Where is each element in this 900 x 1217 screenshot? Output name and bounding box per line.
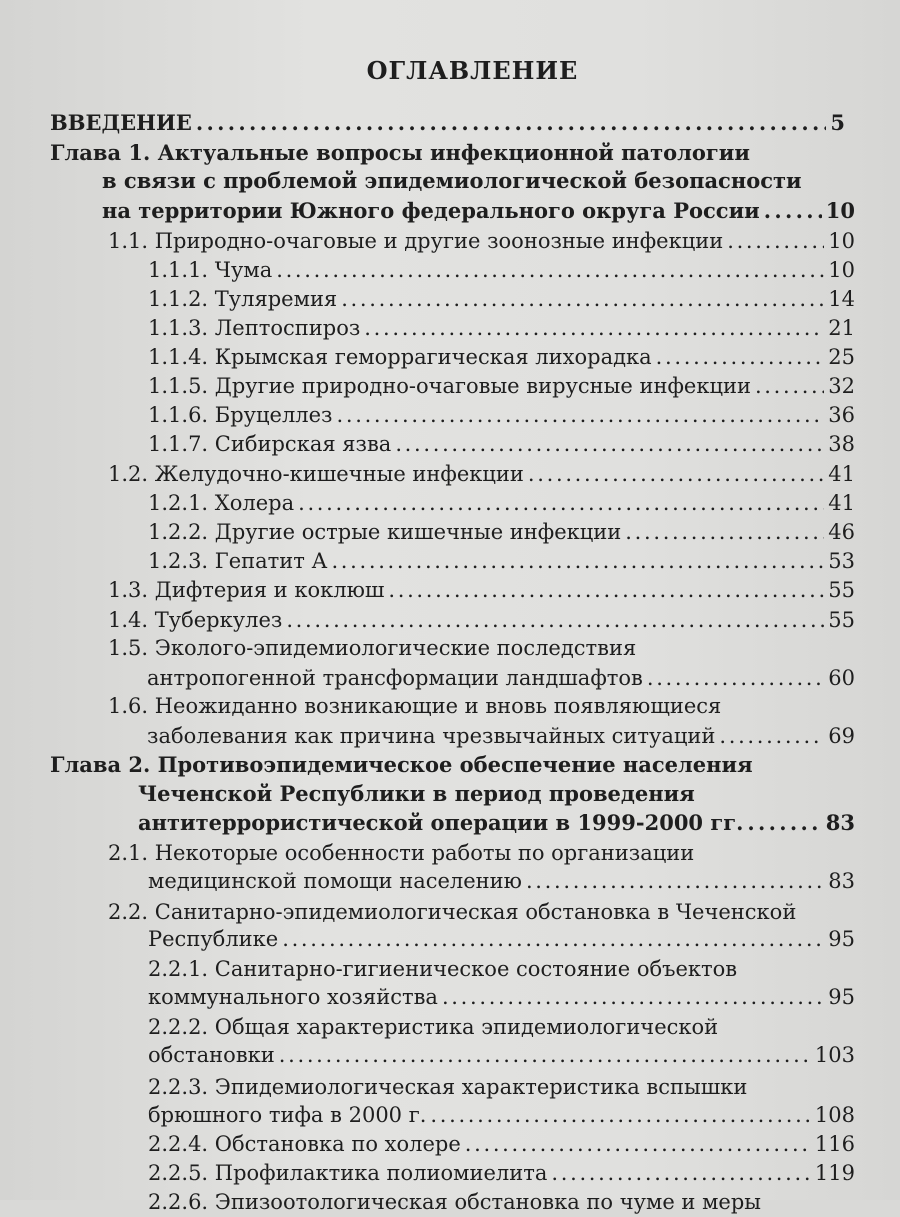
leader-dots (196, 108, 827, 138)
toc-entry-text: 1.5. Эколого-эпидемиологические последствия (108, 636, 637, 660)
page-title: ОГЛАВЛЕНИЕ (366, 56, 579, 85)
toc-entry-page: 116 (814, 1132, 855, 1156)
toc-entry-text: 1.2.3. Гепатит А (148, 549, 328, 573)
toc-entry-page: 83 (825, 810, 855, 835)
leader-dots (647, 663, 824, 693)
toc-entry-text: 1.1.1. Чума (148, 258, 273, 282)
toc-entry (148, 400, 855, 430)
toc-entry (50, 750, 753, 780)
leader-dots (764, 196, 822, 226)
toc-entry-text: 2.2.1. Санитарно-гигиеническое состояние объектов (148, 957, 738, 981)
toc-entry (50, 108, 845, 138)
toc-entry-text: Глава 2. Противоэпидемическое обеспечение населения (50, 752, 753, 777)
toc-entry-text: коммунального хозяйства (148, 985, 438, 1009)
toc-entry-page: 95 (828, 927, 855, 951)
leader-dots (551, 1158, 811, 1188)
leader-dots (298, 488, 824, 518)
leader-dots (430, 1100, 811, 1130)
leader-dots (526, 866, 824, 896)
toc-entry (147, 721, 855, 751)
toc-entry-text: 1.1.7. Сибирская язва (148, 432, 392, 456)
leader-dots (364, 313, 824, 343)
toc-entry (108, 575, 855, 605)
toc-entry-text: 2.2.5. Профилактика полиомиелита (148, 1161, 548, 1185)
toc-entry (148, 924, 855, 954)
toc-entry (138, 779, 695, 809)
toc-entry-page: 46 (828, 520, 855, 544)
toc-entry-text: 2.2.2. Общая характеристика эпидемиологической (148, 1015, 719, 1039)
leader-dots (719, 721, 824, 751)
toc-entry-page: 41 (828, 491, 855, 515)
toc-entry (148, 1129, 855, 1159)
toc-entry-text: 1.2.2. Другие острые кишечные инфекции (148, 520, 622, 544)
toc-entry-page: 108 (814, 1103, 855, 1127)
toc-entry-page: 21 (828, 316, 855, 340)
toc-entry-page: 69 (828, 724, 855, 748)
toc-entry-text: 2.2.4. Обстановка по холере (148, 1132, 461, 1156)
toc-entry-text: 1.4. Туберкулез (108, 608, 283, 632)
toc-entry-text: антропогенной трансформации ландшафтов (147, 666, 643, 690)
toc-entry (148, 1072, 747, 1102)
toc-entry (108, 605, 855, 635)
toc-entry (108, 226, 855, 256)
toc-entry-text: 1.1.4. Крымская геморрагическая лихорадка (148, 345, 652, 369)
leader-dots (331, 546, 824, 576)
toc-entry-text: 1.3. Дифтерия и коклюш (108, 578, 385, 602)
toc-entry (108, 691, 721, 721)
toc-entry (148, 1187, 761, 1217)
toc-entry (148, 342, 855, 372)
toc-entry-text: на территории Южного федерального округа России (102, 198, 760, 223)
toc-entry (148, 371, 855, 401)
toc-entry-page: 95 (828, 985, 855, 1009)
leader-dots (337, 400, 825, 430)
toc-entry-page: 83 (828, 869, 855, 893)
toc-entry-text: в связи с проблемой эпидемиологической безопасности (102, 168, 802, 193)
toc-entry-text: 2.1. Некоторые особенности работы по организации (108, 841, 695, 865)
toc-entry (148, 1100, 855, 1130)
toc-entry-text: антитеррористической операции в 1999-2000 гг. (138, 810, 744, 835)
toc-entry (148, 1040, 855, 1070)
leader-dots (276, 255, 824, 285)
leader-dots (388, 575, 824, 605)
toc-entry-page: 36 (828, 403, 855, 427)
leader-dots (656, 342, 825, 372)
toc-entry-text: 2.2.3. Эпидемиологическая характеристика вспышки (148, 1075, 748, 1099)
leader-dots (286, 605, 824, 635)
toc-entry-text: 1.1.3. Лептоспироз (148, 316, 361, 340)
toc-entry (148, 284, 855, 314)
toc-entry-text: 1.2.1. Холера (148, 491, 295, 515)
toc-entry-text: 1.1.6. Бруцеллез (148, 403, 333, 427)
toc-entry-page: 10 (828, 258, 855, 282)
toc-entry-page: 41 (828, 462, 855, 486)
toc-entry-text: брюшного тифа в 2000 г. (148, 1103, 427, 1127)
toc-entry (108, 459, 855, 489)
toc-entry-text: обстановки (148, 1043, 275, 1067)
leader-dots (625, 517, 824, 547)
toc-entry (108, 633, 636, 663)
toc-entry (102, 166, 802, 196)
toc-entry-text: медицинской помощи населению (148, 869, 522, 893)
toc-entry-page: 119 (814, 1161, 855, 1185)
toc-entry-text: Республике (148, 927, 279, 951)
toc-entry-text: 1.1.2. Туляремия (148, 287, 338, 311)
toc-entry-page: 103 (814, 1043, 855, 1067)
toc-entry-page: 32 (828, 374, 855, 398)
toc-entry (148, 255, 855, 285)
toc-entry-text: 1.1.5. Другие природно-очаговые вирусные инфекции (148, 374, 751, 398)
leader-dots (395, 429, 824, 459)
toc-entry-page: 53 (828, 549, 855, 573)
leader-dots (442, 982, 824, 1012)
toc-entry-text: ВВЕДЕНИЕ (50, 110, 192, 135)
toc-entry (147, 663, 855, 693)
toc-entry (102, 196, 855, 226)
toc-entry-page: 60 (828, 666, 855, 690)
toc-entry (108, 838, 694, 868)
leader-dots (755, 371, 824, 401)
leader-dots (282, 924, 824, 954)
toc-entry-text: Чеченской Республики в период проведения (138, 781, 695, 806)
toc-entry (148, 429, 855, 459)
toc-entry-page: 25 (828, 345, 855, 369)
toc-entry (50, 138, 750, 168)
toc-entry-text: 1.2. Желудочно-кишечные инфекции (108, 462, 524, 486)
toc-entry-text: 2.2. Санитарно-эпидемиологическая обстановка в Чеченской (108, 900, 797, 924)
toc-entry (148, 1158, 855, 1188)
toc-entry-page: 14 (828, 287, 855, 311)
toc-entry-page: 10 (825, 198, 855, 223)
toc-entry-page: 55 (828, 578, 855, 602)
toc-entry-text: 1.1. Природно-очаговые и другие зоонозные инфекции (108, 229, 724, 253)
leader-dots (279, 1040, 811, 1070)
toc-entry-text: Глава 1. Актуальные вопросы инфекционной патологии (50, 140, 750, 165)
leader-dots (528, 459, 824, 489)
toc-entry (108, 897, 796, 927)
toc-entry (148, 313, 855, 343)
leader-dots (747, 808, 821, 838)
toc-entry-page: 10 (828, 229, 855, 253)
toc-entry (148, 954, 737, 984)
leader-dots (341, 284, 824, 314)
toc-entry (148, 517, 855, 547)
toc-entry-page: 5 (830, 110, 845, 135)
leader-dots (465, 1129, 811, 1159)
toc-entry-text: 1.6. Неожиданно возникающие и вновь появляющиеся (108, 694, 722, 718)
toc-entry (148, 866, 855, 896)
toc-entry-text: заболевания как причина чрезвычайных ситуаций (147, 724, 716, 748)
toc-entry-page: 55 (828, 608, 855, 632)
toc-entry (148, 546, 855, 576)
leader-dots (727, 226, 824, 256)
toc-entry (148, 1012, 718, 1042)
toc-entry (148, 982, 855, 1012)
toc-entry (148, 488, 855, 518)
toc-entry (138, 808, 855, 838)
toc-entry-text: 2.2.6. Эпизоотологическая обстановка по чуме и меры (148, 1190, 762, 1214)
toc-entry-page: 38 (828, 432, 855, 456)
